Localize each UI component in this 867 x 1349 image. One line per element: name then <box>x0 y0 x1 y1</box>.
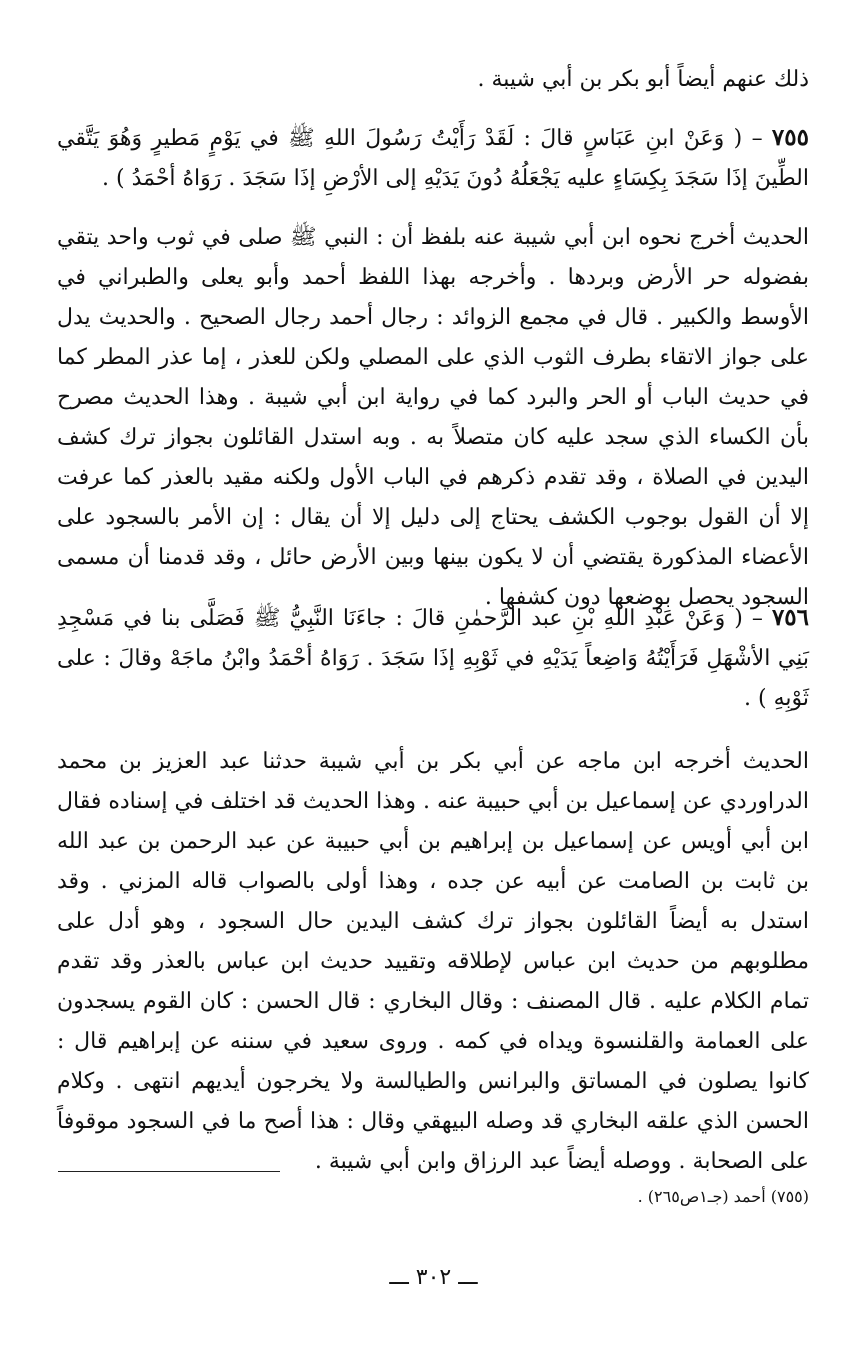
hadith-text-756: – ( وَعَنْ عَبْدِ اللهِ بْنِ عبد الرَّحمٰنِ قالَ : جاءَنَا النَّبِيُّ ﷺ فَصَلَّى بنا في مَسْجِدِ بَنِي الأشْهَلِ فَرَأَيْتُهُ وَاضِعاً يَدَيْهِ في ثَوْبِهِ إذَا سَجَدَ . رَوَاهُ أحْمَدُ وابْنُ ماجَهْ وقالَ : على ثَوْبِهِ ) . <box>57 606 809 711</box>
commentary-text-756: الحديث أخرجه ابن ماجه عن أبي بكر بن أبي شيبة حدثنا عبد العزيز بن محمد الدراوردي عن إسماعيل بن أبي حبيبة عنه . وهذا الحديث قد اختلف في إسناده فقال ابن أبي أويس عن إسماعيل بن إبراهيم بن أبي حبيبة عن عبد الرحمن بن عبد الله بن ثابت بن الصامت عن أبيه عن جده ، وهذا أولى بالصواب قاله المزني . وقد استدل به أيضاً القائلون بجواز ترك كشف اليدين حال السجود ، وهو أدل على مطلوبهم من حديث ابن عباس لإطلاقه وتقييد حديث ابن عباس بالعذر وقد تقدم تمام الكلام عليه . قال المصنف : وقال البخاري : قال الحسن : كان القوم يسجدون على العمامة والقلنسوة ويداه في كمه . وروى سعيد في سننه عن إبراهيم قال : كانوا يصلون في المساتق والبرانس والطيالسة ولا يخرجون أيديهم انتهى . وكلام الحسن الذي علقه البخاري قد وصله البيهقي وقال : هذا أصح ما في السجود موقوفاً على الصحابة . ووصله أيضاً عبد الرزاق وابن أبي شيبة . <box>57 749 809 1174</box>
footnote: (٧٥٥) أحمد (جـ١ص٢٦٥) . <box>637 1187 809 1206</box>
intro-line <box>57 60 809 100</box>
page-number: ـــ ٣٠٢ ـــ <box>389 1265 478 1290</box>
commentary-756 <box>57 742 809 1182</box>
hadith-number-755: ٧٥٥ <box>771 124 809 151</box>
hadith-755 <box>57 118 809 199</box>
commentary-text-755: الحديث أخرج نحوه ابن أبي شيبة عنه بلفظ أن : النبي ﷺ صلى في ثوب واحد يتقي بفضوله حر الأرض وبردها . وأخرجه بهذا اللفظ أحمد وأبو يعلى والطبراني في الأوسط والكبير . قال في مجمع الزوائد : رجال أحمد رجال الصحيح . والحديث يدل على جواز الاتقاء بطرف الثوب الذي على المصلي ولكن للعذر ، إما عذر المطر كما في حديث الباب أو الحر والبرد كما في رواية ابن أبي شيبة . وهذا الحديث مصرح بأن الكساء الذي سجد عليه كان متصلاً به . وبه استدل القائلون بجواز ترك كشف اليدين في الصلاة ، وقد تقدم ذكرهم في الباب الأول ولكنه مقيد بالعذر كما عرفت إلا أن القول بوجوب الكشف يحتاج إلى دليل إلا أن يقال : إن الأمر بالسجود على الأعضاء المذكورة يقتضي أن لا يكون بينها وبين الأرض حائل ، وقد قدمنا أن مسمى السجود يحصل بوضعها دون كشفها . <box>57 225 809 610</box>
footnote-divider <box>58 1171 280 1172</box>
intro-text: ذلك عنهم أيضاً أبو بكر بن أبي شيبة . <box>477 67 809 92</box>
hadith-number-756: ٧٥٦ <box>771 604 809 631</box>
hadith-756 <box>57 598 809 719</box>
commentary-755 <box>57 218 809 618</box>
hadith-text-755: – ( وَعَنْ ابنِ عَبَاسٍ قالَ : لَقَدْ رَأَيْتُ رَسُولَ اللهِ ﷺ في يَوْمٍ مَطيرٍ وَهُوَ يَتَّقي الطِّينَ إذَا سَجَدَ بِكِسَاءٍ عليه يَجْعَلُهُ دُونَ يَدَيْهِ إلى الأرْضِ إذَا سَجَدَ . رَوَاهُ أحْمَدُ ) . <box>57 126 809 191</box>
